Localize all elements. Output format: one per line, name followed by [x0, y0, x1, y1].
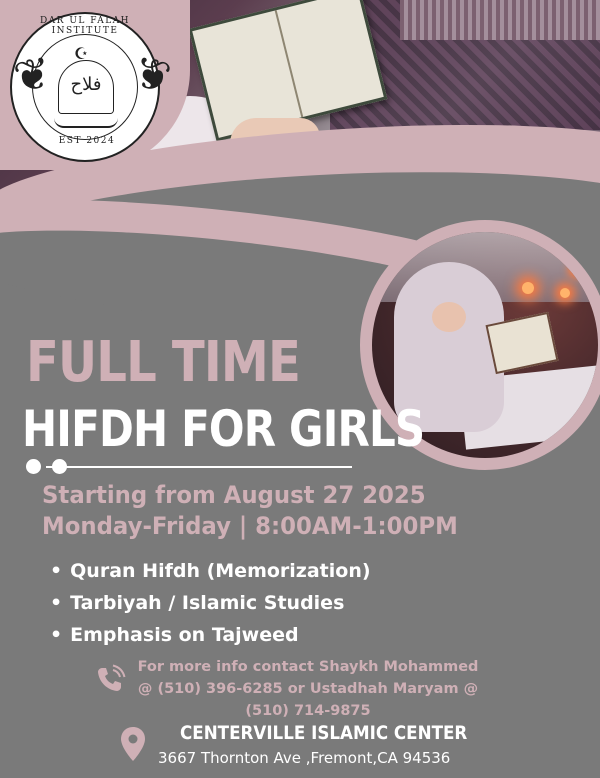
logo-top-text: DAR UL FALAH INSTITUTE [39, 16, 131, 36]
contact-line: @ (510) 396-6285 or Ustadhah Maryam @ [137, 681, 479, 697]
logo-bottom-text: EST 2024 [58, 136, 116, 146]
headline-hifdh-for-girls: HIFDH FOR GIRLS [22, 400, 425, 458]
contact-line: For more info contact Shaykh Mohammed [137, 659, 479, 675]
phone-icon [94, 664, 126, 696]
feature-list [50, 555, 371, 651]
list-item: • Quran Hifdh (Memorization) [50, 555, 371, 587]
open-book-icon [54, 118, 118, 128]
location-pin-icon [120, 727, 146, 761]
class-hours: Monday-Friday | 8:00AM-1:00PM [42, 512, 458, 540]
contact-info [134, 656, 482, 722]
venue-name: CENTERVILLE ISLAMIC CENTER [180, 722, 468, 744]
start-date: Starting from August 27 2025 [42, 481, 426, 509]
candle-icon [522, 282, 534, 294]
list-item: • Emphasis on Tajweed [50, 619, 371, 651]
laurel-left-icon: ❦ [9, 47, 56, 104]
candle-icon [572, 266, 580, 274]
decorative-dot [26, 459, 41, 474]
contact-line: (510) 714-9875 [245, 703, 371, 719]
girl-face [432, 302, 466, 332]
headline-full-time: FULL TIME [26, 330, 301, 395]
crescent-icon: ☪ [74, 44, 89, 63]
venue-address: 3667 Thornton Ave ,Fremont,CA 94536 [158, 749, 451, 767]
list-item: • Tarbiyah / Islamic Studies [50, 587, 371, 619]
candle-icon [560, 288, 570, 298]
logo-calligraphy: فلاح [70, 74, 102, 95]
laurel-right-icon: ❦ [129, 47, 176, 104]
headline-underline [46, 466, 352, 468]
prayer-rug-fringe [400, 0, 600, 40]
